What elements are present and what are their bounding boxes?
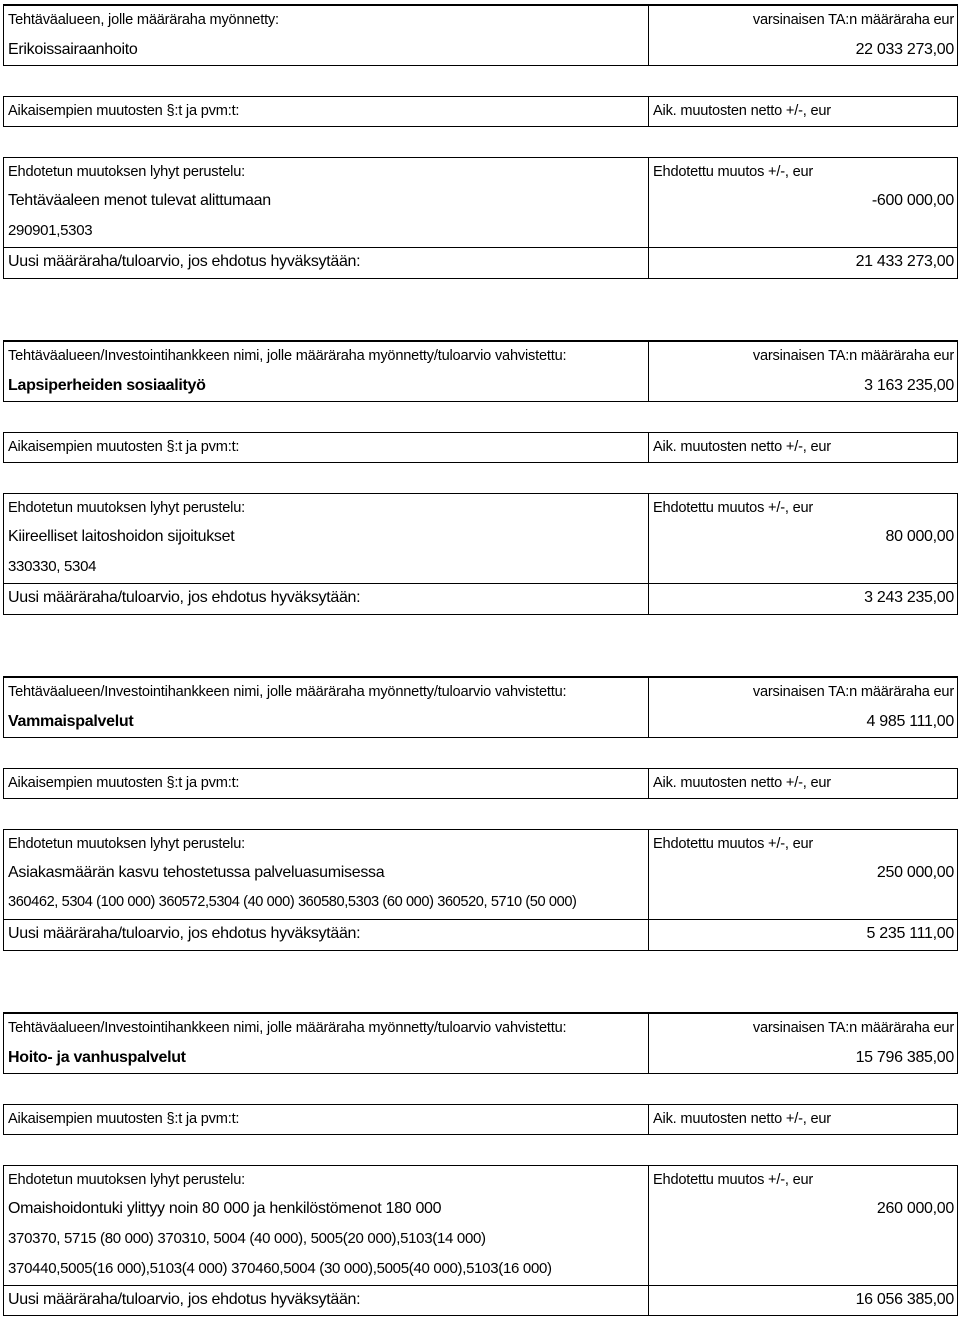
new-budget-label: Uusi määräraha/tuloarvio, jos ehdotus hyväksytään: xyxy=(8,589,361,606)
justification-cell xyxy=(3,830,649,919)
original-budget-value: 4 985 111,00 xyxy=(866,713,954,730)
new-budget-cell xyxy=(3,1286,649,1315)
budget-section-4 xyxy=(3,1012,958,1316)
previous-changes-row xyxy=(3,768,958,799)
new-budget-cell xyxy=(3,584,649,614)
previous-changes-label: Aikaisempien muutosten §:t ja pvm:t: xyxy=(8,103,240,119)
area-label: Tehtäväalueen/Investointihankkeen nimi, jolle määräraha myönnetty/tuloarvio vahvistettu: xyxy=(8,348,567,364)
budget-section-3 xyxy=(3,676,958,951)
justification-block xyxy=(3,1165,958,1285)
new-budget-value-cell xyxy=(649,920,958,950)
new-budget-value: 21 433 273,00 xyxy=(855,253,954,270)
previous-changes-row xyxy=(3,1104,958,1135)
justification-accounts-2: 370440,5005(16 000),5103(4 000) 370460,5004 (30 000),5005(40 000),5103(16 000) xyxy=(8,1260,552,1277)
previous-net-label: Aik. muutosten netto +/-, eur xyxy=(653,103,831,119)
new-budget-label: Uusi määräraha/tuloarvio, jos ehdotus hyväksytään: xyxy=(8,925,361,942)
new-budget-value-cell xyxy=(649,584,958,614)
proposed-change-cell xyxy=(649,158,958,247)
new-budget-value: 5 235 111,00 xyxy=(866,925,954,942)
proposed-change-label: Ehdotettu muutos +/-, eur xyxy=(653,836,814,852)
proposed-change-value: 260 000,00 xyxy=(876,1200,954,1217)
area-row xyxy=(3,342,958,402)
proposed-change-label: Ehdotettu muutos +/-, eur xyxy=(653,164,814,180)
original-budget-cell xyxy=(649,6,958,65)
original-budget-label: varsinaisen TA:n määräraha eur xyxy=(752,12,954,28)
justification-block xyxy=(3,829,958,919)
justification-cell xyxy=(3,158,649,247)
proposed-change-label: Ehdotettu muutos +/-, eur xyxy=(653,1172,814,1188)
new-budget-label: Uusi määräraha/tuloarvio, jos ehdotus hyväksytään: xyxy=(8,1291,361,1308)
original-budget-cell xyxy=(649,678,958,737)
previous-changes-cell xyxy=(3,768,649,799)
area-row xyxy=(3,6,958,66)
new-budget-value-cell xyxy=(649,1286,958,1315)
area-row xyxy=(3,678,958,738)
previous-net-cell xyxy=(649,768,958,799)
previous-net-cell xyxy=(649,1104,958,1135)
area-row xyxy=(3,1014,958,1074)
previous-net-label: Aik. muutosten netto +/-, eur xyxy=(653,775,831,791)
proposed-change-cell xyxy=(649,830,958,919)
new-budget-cell xyxy=(3,920,649,950)
new-budget-row xyxy=(3,247,958,279)
justification-accounts: 290901,5303 xyxy=(8,222,93,239)
budget-section-2 xyxy=(3,340,958,615)
original-budget-value: 3 163 235,00 xyxy=(864,377,954,394)
justification-label: Ehdotetun muutoksen lyhyt perustelu: xyxy=(8,500,245,516)
justification-label: Ehdotetun muutoksen lyhyt perustelu: xyxy=(8,1172,245,1188)
previous-net-cell xyxy=(649,432,958,463)
new-budget-row xyxy=(3,583,958,615)
justification-accounts: 370370, 5715 (80 000) 370310, 5004 (40 000), 5005(20 000),5103(14 000) xyxy=(8,1230,486,1247)
proposed-change-value: 250 000,00 xyxy=(876,864,954,881)
area-name: Erikoissairaanhoito xyxy=(8,41,138,58)
original-budget-value: 22 033 273,00 xyxy=(855,41,954,58)
original-budget-label: varsinaisen TA:n määräraha eur xyxy=(752,1020,954,1036)
justification-label: Ehdotetun muutoksen lyhyt perustelu: xyxy=(8,836,245,852)
area-name: Lapsiperheiden sosiaalityö xyxy=(8,377,206,394)
previous-changes-label: Aikaisempien muutosten §:t ja pvm:t: xyxy=(8,775,240,791)
justification-text: Kiireelliset laitoshoidon sijoitukset xyxy=(8,528,235,545)
justification-block xyxy=(3,493,958,583)
area-label: Tehtäväalueen/Investointihankkeen nimi, jolle määräraha myönnetty/tuloarvio vahvistettu: xyxy=(8,684,567,700)
previous-changes-label: Aikaisempien muutosten §:t ja pvm:t: xyxy=(8,1111,240,1127)
new-budget-label: Uusi määräraha/tuloarvio, jos ehdotus hyväksytään: xyxy=(8,253,361,270)
original-budget-cell xyxy=(649,342,958,401)
previous-changes-row xyxy=(3,96,958,127)
previous-changes-label: Aikaisempien muutosten §:t ja pvm:t: xyxy=(8,439,240,455)
area-name: Vammaispalvelut xyxy=(8,713,134,730)
new-budget-row xyxy=(3,919,958,951)
justification-label: Ehdotetun muutoksen lyhyt perustelu: xyxy=(8,164,245,180)
justification-text: Asiakasmäärän kasvu tehostetussa palveluasumisessa xyxy=(8,864,385,881)
proposed-change-value: -600 000,00 xyxy=(871,192,954,209)
justification-cell xyxy=(3,1166,649,1285)
previous-net-cell xyxy=(649,96,958,127)
justification-block xyxy=(3,157,958,247)
area-label: Tehtäväalueen, jolle määräraha myönnetty: xyxy=(8,12,279,28)
original-budget-value: 15 796 385,00 xyxy=(855,1049,954,1066)
original-budget-cell xyxy=(649,1014,958,1073)
proposed-change-cell xyxy=(649,494,958,583)
previous-changes-cell xyxy=(3,1104,649,1135)
original-budget-label: varsinaisen TA:n määräraha eur xyxy=(752,684,954,700)
justification-text: Omaishoidontuki ylittyy noin 80 000 ja henkilöstömenot 180 000 xyxy=(8,1200,442,1217)
area-cell xyxy=(3,678,649,737)
new-budget-value-cell xyxy=(649,248,958,278)
original-budget-label: varsinaisen TA:n määräraha eur xyxy=(752,348,954,364)
area-cell xyxy=(3,342,649,401)
previous-net-label: Aik. muutosten netto +/-, eur xyxy=(653,1111,831,1127)
new-budget-value: 16 056 385,00 xyxy=(855,1291,954,1308)
previous-changes-row xyxy=(3,432,958,463)
proposed-change-value: 80 000,00 xyxy=(885,528,954,545)
area-name: Hoito- ja vanhuspalvelut xyxy=(8,1049,186,1066)
proposed-change-label: Ehdotettu muutos +/-, eur xyxy=(653,500,814,516)
area-label: Tehtäväalueen/Investointihankkeen nimi, jolle määräraha myönnetty/tuloarvio vahvistettu: xyxy=(8,1020,567,1036)
new-budget-value: 3 243 235,00 xyxy=(864,589,954,606)
previous-changes-cell xyxy=(3,96,649,127)
budget-section-1 xyxy=(3,4,958,279)
area-cell xyxy=(3,6,649,65)
new-budget-cell xyxy=(3,248,649,278)
previous-net-label: Aik. muutosten netto +/-, eur xyxy=(653,439,831,455)
justification-cell xyxy=(3,494,649,583)
area-cell xyxy=(3,1014,649,1073)
justification-accounts: 330330, 5304 xyxy=(8,558,97,575)
proposed-change-cell xyxy=(649,1166,958,1285)
justification-accounts: 360462, 5304 (100 000) 360572,5304 (40 000) 360580,5303 (60 000) 360520, 5710 (50 000) xyxy=(8,894,577,910)
new-budget-row xyxy=(3,1285,958,1316)
previous-changes-cell xyxy=(3,432,649,463)
justification-text: Tehtäväaleen menot tulevat alittumaan xyxy=(8,192,271,209)
